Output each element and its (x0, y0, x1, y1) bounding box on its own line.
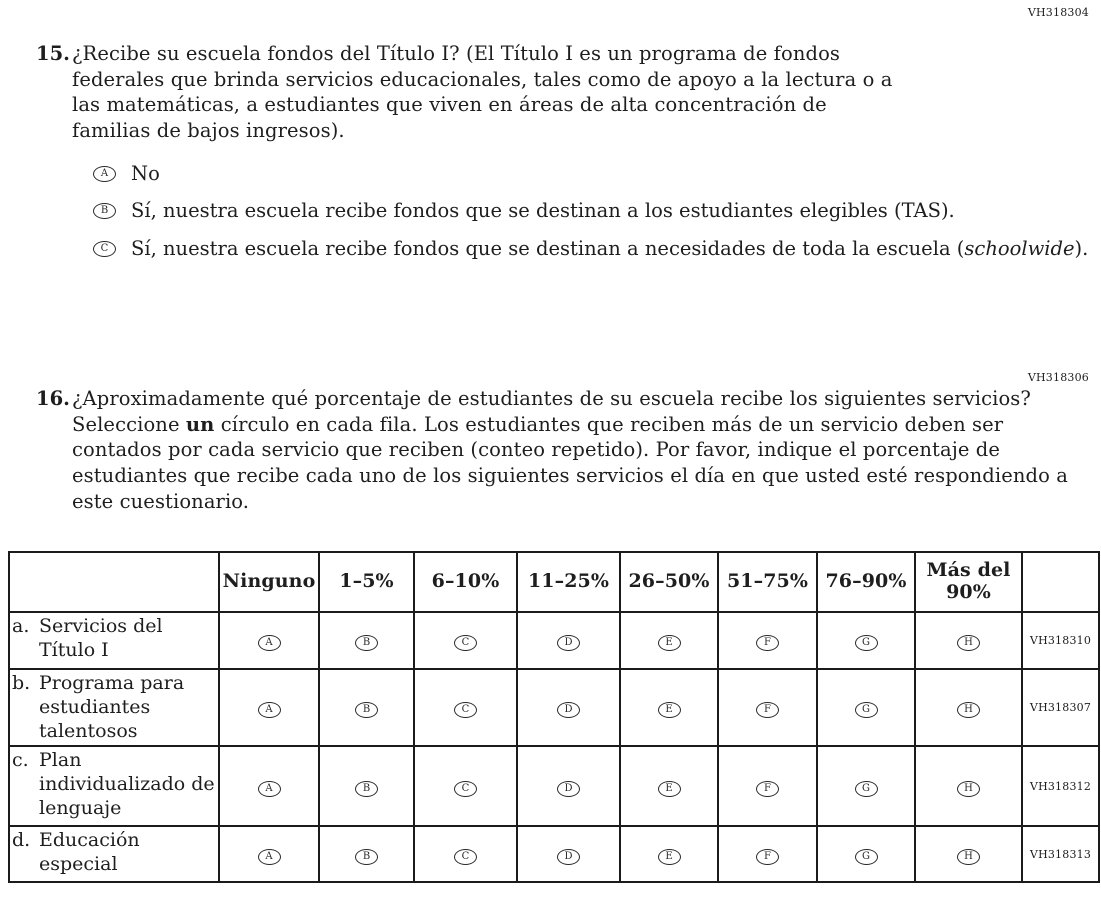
row-label: Educación especial (39, 829, 140, 876)
option-bubble-d[interactable]: D (557, 781, 580, 797)
option-bubble-f[interactable]: F (756, 849, 779, 865)
column-header-mas-del-90: Más del 90% (915, 552, 1022, 612)
option-row-a (93, 161, 1093, 186)
option-bubble-h[interactable]: H (957, 781, 980, 797)
services-table-body (9, 612, 1099, 883)
option-cell (517, 826, 620, 882)
table-header-row (9, 552, 1099, 612)
option-bubble-a[interactable]: A (258, 849, 281, 865)
option-cell (817, 746, 915, 826)
table-row (9, 826, 1099, 882)
row-id: c. (12, 749, 29, 772)
row-code: VH318312 (1022, 746, 1099, 826)
option-cell (718, 826, 817, 882)
option-cell (219, 612, 319, 669)
option-bubble-f[interactable]: F (756, 781, 779, 797)
option-row-c (93, 236, 1093, 261)
option-bubble-a[interactable]: A (258, 781, 281, 797)
q15-option-b-bubble[interactable]: B (93, 203, 116, 219)
table-row (9, 746, 1099, 826)
option-bubble-c[interactable]: C (454, 781, 477, 797)
question-16-number: 16. (36, 386, 70, 410)
q15-option-c-text-italic: schoolwide (964, 236, 1075, 260)
option-bubble-c[interactable]: C (454, 702, 477, 718)
option-bubble-c[interactable]: C (454, 635, 477, 651)
q15-option-c-label (131, 236, 1088, 261)
option-cell (817, 669, 915, 747)
option-cell (219, 669, 319, 747)
option-cell (219, 746, 319, 826)
row-code: VH318307 (1022, 669, 1099, 747)
option-bubble-f[interactable]: F (756, 702, 779, 718)
question-16-text (72, 386, 1077, 515)
column-header-76-90: 76–90% (817, 552, 915, 612)
option-row-b (93, 198, 1093, 223)
option-bubble-h[interactable]: H (957, 849, 980, 865)
row-code: VH318313 (1022, 826, 1099, 882)
option-cell (620, 746, 718, 826)
option-cell (620, 612, 718, 669)
option-bubble-h[interactable]: H (957, 702, 980, 718)
q16-intro-bold: un (185, 412, 215, 436)
row-label: Servicios del Título I (39, 614, 163, 661)
q16-intro-part2: círculo en cada fila. Los estudiantes que reciben más de un servicio deben ser contados por cada servicio que reciben (conteo repetido). Por favor, indique el porcentaje de estudiantes que recibe cada uno de los siguientes servicios el día en que usted esté respondiendo a este cuestionario. (72, 412, 1068, 513)
percentage-services-table (8, 551, 1100, 884)
option-bubble-g[interactable]: G (855, 702, 878, 718)
option-cell (414, 612, 517, 669)
option-cell (319, 669, 414, 747)
page-accession-code: VH318304 (1027, 6, 1089, 19)
option-bubble-e[interactable]: E (658, 635, 681, 651)
row-id: d. (12, 829, 31, 852)
column-header-51-75: 51–75% (718, 552, 817, 612)
option-cell (718, 669, 817, 747)
q15-option-a-bubble[interactable]: A (93, 166, 116, 182)
option-bubble-e[interactable]: E (658, 781, 681, 797)
q16-intro-part1: ¿Aproximadamente qué porcentaje de estudiantes de su escuela recibe los siguientes servicios? Seleccione (72, 386, 1031, 436)
option-bubble-d[interactable]: D (557, 635, 580, 651)
option-bubble-a[interactable]: A (258, 635, 281, 651)
q15-option-b-label: Sí, nuestra escuela recibe fondos que se destinan a los estudiantes elegibles (TAS). (131, 199, 955, 223)
option-cell (915, 669, 1022, 747)
q15-option-c-text-after: ). (1074, 236, 1089, 260)
option-cell (915, 746, 1022, 826)
option-cell (414, 826, 517, 882)
row-code: VH318310 (1022, 612, 1099, 669)
column-header-6-10: 6–10% (414, 552, 517, 612)
q15-option-c-text-before: Sí, nuestra escuela recibe fondos que se destinan a necesidades de toda la escuela ( (131, 236, 965, 260)
row-label-cell (9, 612, 219, 669)
option-bubble-f[interactable]: F (756, 635, 779, 651)
option-bubble-g[interactable]: G (855, 781, 878, 797)
row-label-cell (9, 669, 219, 747)
option-bubble-a[interactable]: A (258, 702, 281, 718)
column-header-code (1022, 552, 1099, 612)
option-cell (817, 826, 915, 882)
column-header-26-50: 26–50% (620, 552, 718, 612)
option-cell (817, 612, 915, 669)
question-16 (36, 386, 1093, 515)
column-header-11-25: 11–25% (517, 552, 620, 612)
q15-option-a-label: No (131, 161, 160, 185)
option-bubble-d[interactable]: D (557, 849, 580, 865)
option-cell (319, 826, 414, 882)
row-id: a. (12, 614, 30, 637)
row-id: b. (12, 671, 31, 694)
option-bubble-g[interactable]: G (855, 849, 878, 865)
question-15-text: ¿Recibe su escuela fondos del Título I? (El Título I es un programa de fondos federales que brinda servicios educacionales, tales como de apoyo a la lectura o a las matemáticas, a estudiantes que viven en áreas de alta concentración de familias de bajos ingresos). (72, 42, 893, 143)
q15-option-c-bubble[interactable]: C (93, 241, 116, 257)
option-bubble-b[interactable]: B (355, 781, 378, 797)
table-corner-cell (9, 552, 219, 612)
option-cell (718, 612, 817, 669)
option-cell (620, 669, 718, 747)
option-cell (414, 746, 517, 826)
option-cell (517, 669, 620, 747)
option-cell (319, 746, 414, 826)
column-header-1-5: 1–5% (319, 552, 414, 612)
row-label-cell (9, 826, 219, 882)
option-cell (517, 746, 620, 826)
question-15 (36, 41, 1093, 144)
question-15-options (93, 161, 1093, 261)
option-bubble-b[interactable]: B (355, 702, 378, 718)
row-label: Programa para estudiantes talentosos (39, 671, 185, 742)
column-header-ninguno: Ninguno (219, 552, 319, 612)
option-cell (414, 669, 517, 747)
row-label-cell (9, 746, 219, 826)
option-cell (219, 826, 319, 882)
option-bubble-d[interactable]: D (557, 702, 580, 718)
option-bubble-e[interactable]: E (658, 849, 681, 865)
option-cell (517, 612, 620, 669)
option-cell (319, 612, 414, 669)
option-bubble-h[interactable]: H (957, 635, 980, 651)
question-16-accession-code: VH318306 (1027, 370, 1089, 384)
option-bubble-c[interactable]: C (454, 849, 477, 865)
option-bubble-e[interactable]: E (658, 702, 681, 718)
option-bubble-g[interactable]: G (855, 635, 878, 651)
option-bubble-b[interactable]: B (355, 849, 378, 865)
row-label: Plan individualizado de lenguaje (39, 749, 215, 820)
option-cell (915, 826, 1022, 882)
table-row (9, 669, 1099, 747)
option-cell (620, 826, 718, 882)
option-cell (718, 746, 817, 826)
question-15-number: 15. (36, 42, 70, 65)
option-bubble-b[interactable]: B (355, 635, 378, 651)
option-cell (915, 612, 1022, 669)
table-row (9, 612, 1099, 669)
